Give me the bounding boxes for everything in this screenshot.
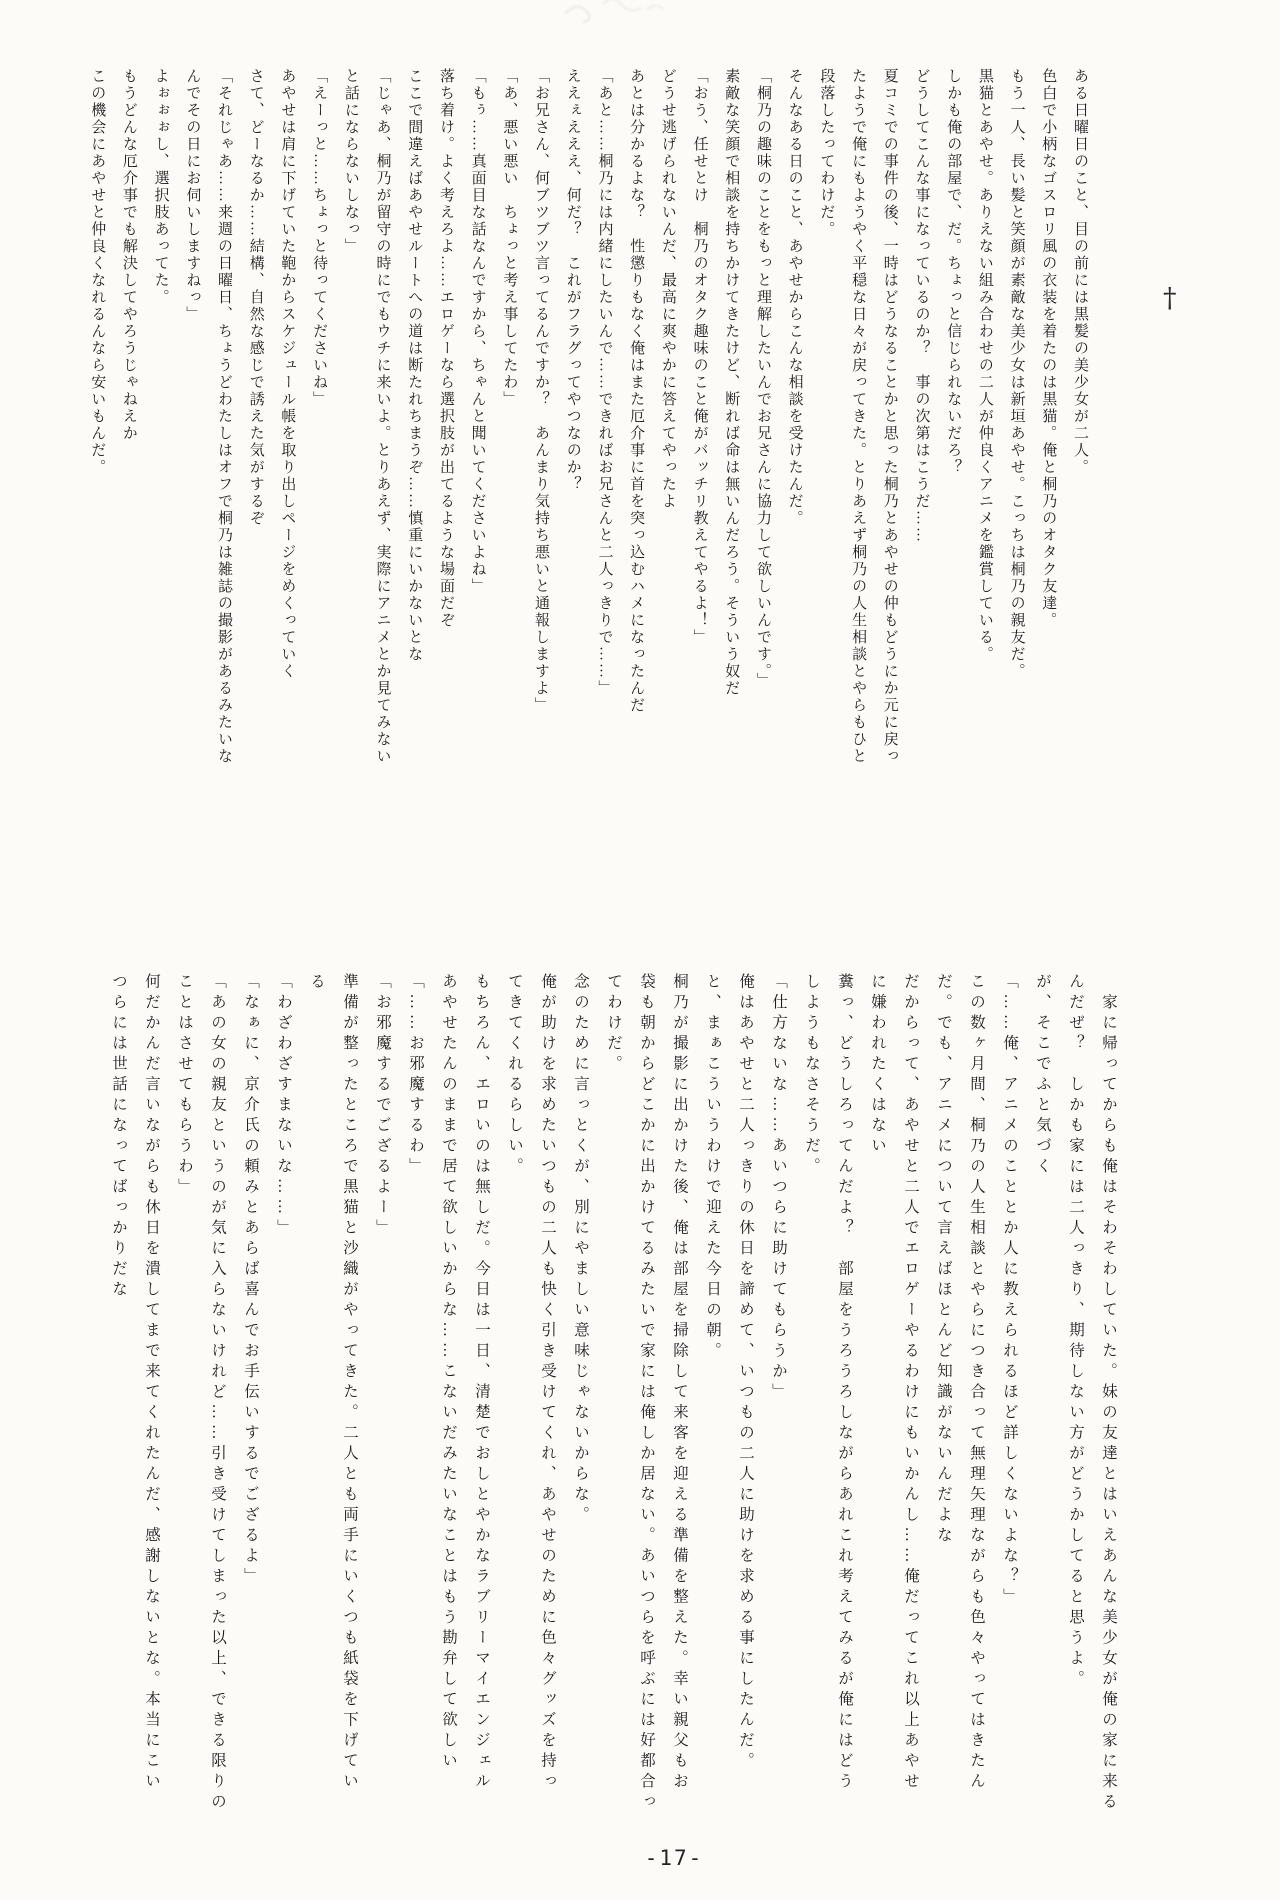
text-line: ある日曜日のこと、目の前には黒髪の美少女が二人。 bbox=[1072, 68, 1088, 476]
text-line: 黒猫とあやせ。ありえない組み合わせの二人が仲良くアニメを鑑賞している。 bbox=[976, 68, 993, 663]
text-line: 段落したってわけだ。 bbox=[818, 68, 835, 238]
text-line: だからって、あやせと二人でエロゲーやるわけにもいかんし……俺だってこれ以上あやせ bbox=[902, 973, 919, 1793]
text-line: この機会にあやせと仲良くなれるんなら安いもんだ。 bbox=[89, 68, 106, 476]
text-line: 何だかんだ言いながらも休日を潰してまで来てくれたんだ、感謝しないとな。本当にこい bbox=[143, 973, 160, 1793]
text-line: 桐乃が撮影に出かけた後、俺は部屋を掃除して来客を迎える準備を整えた。幸い親父もお bbox=[671, 973, 688, 1793]
text-line: んでその日にお伺いしますねっ」 bbox=[184, 68, 201, 323]
text-line: 「お邪魔するでござるよー」 bbox=[374, 973, 391, 1240]
text-line: もう一人、長い髪と笑顔が素敵な美少女は新垣あやせ。こっちは桐乃の親友だ。 bbox=[1008, 68, 1025, 680]
text-line: あとは分かるよな？ 性懲りもなく俺はまた厄介事に首を突っ込むハメになったんだ bbox=[628, 68, 645, 714]
text-line: る bbox=[308, 973, 325, 994]
text-line: と話にならないしなっ」 bbox=[342, 68, 359, 255]
text-line: たようで俺にもようやく平穏な日々が戻ってきた。とりあえず桐乃の人生相談とやらもひと bbox=[850, 68, 867, 765]
text-line: 「おう、任せとけ 桐乃のオタク趣味のこと俺がバッチリ教えてやるよ！」 bbox=[691, 68, 708, 646]
text-line: ことはさせてもらうわ」 bbox=[176, 973, 193, 1199]
text-line: てきてくれるらしい。 bbox=[506, 973, 523, 1178]
text-line: 「わざわざすまないな……」 bbox=[275, 973, 292, 1240]
text-line: 素敵な笑顔で相談を持ちかけてきたけど、断れば命は無いんだろう。そういう奴だ bbox=[723, 68, 740, 697]
text-line: 念のために言っとくが、別にやましい意味じゃないからな。 bbox=[572, 973, 589, 1527]
page-number: -17- bbox=[644, 1846, 704, 1870]
vertical-text-block-bottom bbox=[102, 973, 1125, 1814]
text-line: もちろん、エロいのは無しだ。今日は一日、清楚でおしとやかなラブリーマイエンジェル bbox=[473, 973, 490, 1793]
text-line: しようもなさそうだ。 bbox=[803, 973, 820, 1178]
text-line: てわけだ。 bbox=[605, 973, 622, 1076]
text-line: 家に帰ってからも俺はそわそわしていた。妹の友達とはいえあんな美少女が俺の家に来る bbox=[1100, 973, 1117, 1814]
text-line: 「もぅ……真面目な話なんですから、ちゃんと聞いてくださいよね」 bbox=[469, 68, 486, 595]
text-line: 「えーっと……ちょっと待ってくださいね」 bbox=[311, 68, 328, 408]
text-line: 色白で小柄なゴスロリ風の衣装を着たのは黒猫。俺と桐乃のオタク友達。 bbox=[1040, 68, 1057, 629]
text-line: 準備が整ったところで黒猫と沙織がやってきた。二人とも両手にいくつも紙袋を下げてい bbox=[341, 973, 358, 1793]
text-line: 「……お邪魔するわ」 bbox=[407, 973, 424, 1178]
text-line: 「お兄さん、何ブツブツ言ってるんですか？ あんまり気持ち悪いと通報しますよ」 bbox=[533, 68, 550, 714]
cross-divider-mark: † bbox=[1163, 283, 1177, 314]
text-line: んだぜ？ しかも家には二人っきり、期待しない方がどうかしてると思うよ。 bbox=[1067, 973, 1084, 1691]
text-line: と、まぁこういうわけで迎えた今日の朝。 bbox=[704, 973, 721, 1363]
text-line: 「あ、悪い悪い ちょっと考え事してたわ」 bbox=[501, 68, 518, 408]
text-line: この数ヶ月間、桐乃の人生相談とやらにつき合って無理矢理ながらも色々やってはきたん bbox=[968, 973, 985, 1793]
text-line: 落ち着け。よく考えろよ……エロゲーなら選択肢が出てるような場面だぞ bbox=[437, 68, 454, 629]
text-line: そんなある日のこと、あやせからこんな相談を受けたんだ。 bbox=[786, 68, 803, 527]
text-line: 夏コミでの事件の後、一時はどうなることかと思った桐乃とあやせの仲もどうにか元に戻っ bbox=[881, 68, 898, 765]
text-line: が、そこでふと気づく bbox=[1034, 973, 1051, 1178]
text-line: つらには世話になってばっかりだな bbox=[110, 973, 127, 1301]
text-line: 「じゃあ、桐乃が留守の時にでもウチに来いよ。とりあえず、実際にアニメとか見てみない bbox=[374, 68, 391, 765]
text-line: 「あと……桐乃には内緒にしたいんで……できればお兄さんと二人っきりで……」 bbox=[596, 68, 613, 697]
text-line: だ。でも、アニメについて言えばほとんど知識がないんだよな bbox=[935, 973, 952, 1547]
text-line: 「仕方ないな……あいつらに助けてもらうか」 bbox=[770, 973, 787, 1404]
text-line: 「なぁに、京介氏の頼みとあらば喜んでお手伝いするでござるよ」 bbox=[242, 973, 259, 1588]
text-line: どうせ逃げられないんだ、最高に爽やかに答えてやったよ bbox=[659, 68, 676, 510]
vertical-text-block-top bbox=[81, 68, 1096, 776]
text-line: あやせは肩に下げていた鞄からスケジュール帳を取り出しページをめくっていく bbox=[279, 68, 296, 680]
text-line: ええぇえええ、何だ？ これがフラグってやつなのか？ bbox=[564, 68, 581, 493]
text-line: よぉぉぉし、選択肢あってた。 bbox=[152, 68, 169, 306]
text-line: ここで間違えばあやせルートへの道は断たれちまうぞ……慎重にいかないとな bbox=[406, 68, 423, 663]
text-line: あやせたんのままで居て欲しいからな……こないだみたいなことはもう勘弁して欲しい bbox=[440, 973, 457, 1773]
text-line: 俺が助けを求めたいつもの二人も快く引き受けてくれ、あやせのために色々グッズを持っ bbox=[539, 973, 556, 1793]
text-line: 「桐乃の趣味のことをもっと理解したいんでお兄さんに協力して欲しいんです。」 bbox=[754, 68, 771, 690]
text-line: 「……俺、アニメのこととか人に教えられるほど詳しくないよな？」 bbox=[1001, 973, 1018, 1609]
text-line: しかも俺の部屋で、だ。ちょっと信じられないだろ？ bbox=[945, 68, 962, 476]
text-line: に嫌われたくはない bbox=[869, 973, 886, 1158]
text-line: さて、どーなるか……結構、自然な感じで誘えた気がするぞ bbox=[247, 68, 264, 527]
text-line: 「それじゃあ……来週の日曜日、ちょうどわたしはオフで桐乃は雑誌の撮影があるみたいな bbox=[216, 68, 233, 765]
text-line: もうどんな厄介事でも解決してやろうじゃねえか bbox=[120, 68, 137, 442]
text-line: 俺はあやせと二人っきりの休日を諦めて、いつもの二人に助けを求める事にしたんだ。 bbox=[737, 973, 754, 1773]
scan-smudge-artifact bbox=[555, 0, 675, 38]
text-line: どうしてこんな事になっているのか？ 事の次第はこうだ…… bbox=[913, 68, 930, 544]
text-line: 「あの女の親友というのが気に入らないけれど……引き受けてしまった以上、できる限りの bbox=[209, 973, 226, 1814]
text-line: 袋も朝からどこかに出かけてるみたいで家には俺しか居ない。あいつらを呼ぶには好都合っ bbox=[638, 973, 655, 1814]
text-line: 糞っ、どうしろってんだよ？ 部屋をうろうろしながらあれこれ考えてみるが俺にはどう bbox=[836, 973, 853, 1793]
